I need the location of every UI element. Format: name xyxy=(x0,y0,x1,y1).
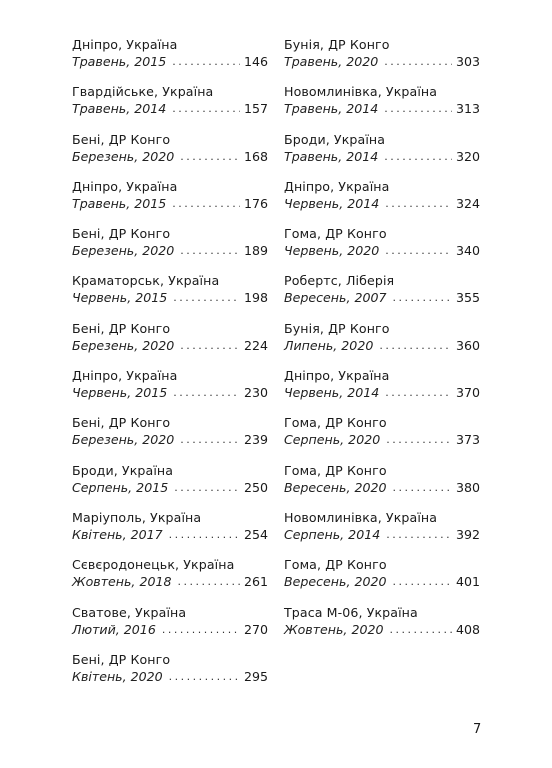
entry-place: Гома, ДР Конго xyxy=(284,226,387,242)
dot-leader xyxy=(384,150,452,165)
dot-leader xyxy=(169,528,240,543)
entry-line xyxy=(284,431,480,448)
toc-entry[interactable] xyxy=(72,320,268,367)
entry-date: Травень, 2020 xyxy=(284,54,379,69)
entry-line xyxy=(284,337,480,354)
toc-entry[interactable] xyxy=(72,651,268,698)
toc-entry[interactable] xyxy=(284,414,480,461)
entry-place: Гвардійське, Україна xyxy=(72,84,214,100)
dot-leader xyxy=(393,481,452,496)
entry-place: Дніпро, Україна xyxy=(284,368,390,384)
entry-page-number: 261 xyxy=(243,574,268,590)
toc-entry[interactable] xyxy=(284,556,480,603)
entry-page-number: 189 xyxy=(243,243,268,259)
entry-line xyxy=(284,621,480,638)
entry-place: Бунія, ДР Конго xyxy=(284,320,390,336)
dot-leader xyxy=(379,339,452,354)
entry-line xyxy=(72,384,268,401)
entry-date: Травень, 2014 xyxy=(284,148,379,164)
entry-date: Червень, 2015 xyxy=(72,385,168,401)
dot-leader xyxy=(180,244,240,259)
toc-entry[interactable] xyxy=(284,36,480,83)
entry-page-number: 392 xyxy=(455,526,480,542)
page-number: 7 xyxy=(473,722,482,737)
entry-date: Серпень, 2020 xyxy=(284,432,381,448)
entry-page-number: 401 xyxy=(455,574,480,590)
toc-right-column xyxy=(284,36,480,651)
entry-date: Червень, 2014 xyxy=(284,385,380,401)
entry-page-number: 239 xyxy=(243,432,268,448)
dot-leader xyxy=(393,291,452,306)
entry-page-number: 146 xyxy=(243,54,268,69)
entry-date: Березень, 2020 xyxy=(72,243,175,259)
dot-leader xyxy=(180,339,240,354)
toc-entry[interactable] xyxy=(284,225,480,272)
entry-page-number: 370 xyxy=(455,385,480,401)
entry-page-number: 373 xyxy=(455,432,480,448)
toc-entry[interactable] xyxy=(72,178,268,225)
entry-place: Гома, ДР Конго xyxy=(284,462,387,478)
entry-line xyxy=(284,148,480,165)
entry-page-number: 168 xyxy=(243,148,268,164)
entry-place: Дніпро, Україна xyxy=(284,178,390,194)
dot-leader xyxy=(172,197,240,212)
entry-date: Березень, 2020 xyxy=(72,148,175,164)
entry-page-number: 360 xyxy=(455,337,480,353)
entry-date: Травень, 2015 xyxy=(72,54,167,69)
entry-date: Жовтень, 2018 xyxy=(72,574,172,590)
toc-left-column xyxy=(72,36,268,698)
entry-line xyxy=(72,53,268,70)
entry-place: Сєвєродонецьк, Україна xyxy=(72,557,235,573)
entry-date: Вересень, 2007 xyxy=(284,290,387,306)
toc-entry[interactable] xyxy=(284,462,480,509)
entry-place: Дніпро, Україна xyxy=(72,37,178,52)
entry-line xyxy=(72,526,268,543)
entry-place: Бені, ДР Конго xyxy=(72,131,171,147)
entry-line xyxy=(72,242,268,259)
entry-date: Травень, 2015 xyxy=(72,195,167,211)
entry-line xyxy=(72,195,268,212)
toc-entry[interactable] xyxy=(72,414,268,461)
entry-line xyxy=(284,479,480,496)
toc-entry[interactable] xyxy=(284,509,480,556)
dot-leader xyxy=(172,55,240,70)
dot-leader xyxy=(180,150,240,165)
entry-date: Липень, 2020 xyxy=(284,337,374,353)
entry-page-number: 408 xyxy=(455,621,480,637)
entry-page-number: 270 xyxy=(243,621,268,637)
toc-entry[interactable] xyxy=(72,367,268,414)
toc-entry[interactable] xyxy=(72,272,268,319)
toc-entry[interactable] xyxy=(72,604,268,651)
entry-date: Жовтень, 2020 xyxy=(284,621,384,637)
entry-line xyxy=(284,242,480,259)
entry-place: Робертс, Ліберія xyxy=(284,273,395,289)
toc-entry[interactable] xyxy=(284,178,480,225)
entry-place: Краматорськ, Україна xyxy=(72,273,220,289)
entry-place: Новомлинівка, Україна xyxy=(284,84,438,100)
dot-leader xyxy=(385,386,452,401)
entry-place: Бені, ДР Конго xyxy=(72,651,171,667)
entry-date: Серпень, 2015 xyxy=(72,479,169,495)
toc-entry[interactable] xyxy=(284,83,480,130)
entry-line xyxy=(284,53,480,70)
entry-line xyxy=(284,289,480,306)
entry-page-number: 198 xyxy=(243,290,268,306)
toc-entry[interactable] xyxy=(72,509,268,556)
entry-date: Квітень, 2020 xyxy=(72,668,163,684)
entry-line xyxy=(72,479,268,496)
toc-entry[interactable] xyxy=(284,367,480,414)
entry-place: Броди, Україна xyxy=(72,462,174,478)
entry-date: Травень, 2014 xyxy=(284,101,379,117)
entry-line xyxy=(284,384,480,401)
entry-page-number: 324 xyxy=(455,195,480,211)
entry-page-number: 355 xyxy=(455,290,480,306)
toc-entry[interactable] xyxy=(72,83,268,130)
dot-leader xyxy=(162,623,240,638)
entry-line xyxy=(72,621,268,638)
entry-page-number: 340 xyxy=(455,243,480,259)
toc-entry[interactable] xyxy=(284,272,480,319)
entry-line xyxy=(72,337,268,354)
toc-entry[interactable] xyxy=(72,556,268,603)
entry-page-number: 313 xyxy=(455,101,480,117)
entry-page-number: 295 xyxy=(243,668,268,684)
entry-line xyxy=(72,573,268,590)
dot-leader xyxy=(393,575,452,590)
entry-place: Новомлинівка, Україна xyxy=(284,509,438,525)
entry-date: Вересень, 2020 xyxy=(284,574,387,590)
entry-date: Червень, 2020 xyxy=(284,243,380,259)
dot-leader xyxy=(173,291,240,306)
entry-place: Дніпро, Україна xyxy=(72,178,178,194)
entry-line xyxy=(284,573,480,590)
dot-leader xyxy=(172,102,240,117)
entry-date: Квітень, 2017 xyxy=(72,526,163,542)
entry-date: Травень, 2014 xyxy=(72,101,167,117)
dot-leader xyxy=(384,55,452,70)
dot-leader xyxy=(386,433,452,448)
dot-leader xyxy=(173,386,240,401)
entry-date: Березень, 2020 xyxy=(72,337,175,353)
entry-place: Броди, Україна xyxy=(284,131,386,147)
entry-place: Траса М-06, Україна xyxy=(284,604,418,620)
dot-leader xyxy=(384,102,452,117)
entry-date: Червень, 2015 xyxy=(72,290,168,306)
toc-entry[interactable] xyxy=(72,36,268,83)
entry-page-number: 230 xyxy=(243,385,268,401)
dot-leader xyxy=(385,197,452,212)
entry-page-number: 224 xyxy=(243,337,268,353)
dot-leader xyxy=(386,528,452,543)
dot-leader xyxy=(180,433,240,448)
entry-page-number: 157 xyxy=(243,101,268,117)
entry-date: Червень, 2014 xyxy=(284,195,380,211)
dot-leader xyxy=(178,575,240,590)
dot-leader xyxy=(174,481,240,496)
entry-place: Бунія, ДР Конго xyxy=(284,37,390,52)
entry-date: Березень, 2020 xyxy=(72,432,175,448)
toc-entry[interactable] xyxy=(284,320,480,367)
toc-entry[interactable] xyxy=(72,131,268,178)
entry-date: Серпень, 2014 xyxy=(284,526,381,542)
entry-line xyxy=(284,100,480,117)
entry-place: Гома, ДР Конго xyxy=(284,415,387,431)
toc-entry[interactable] xyxy=(72,462,268,509)
entry-line xyxy=(284,526,480,543)
entry-line xyxy=(284,195,480,212)
entry-place: Бені, ДР Конго xyxy=(72,415,171,431)
entry-page-number: 254 xyxy=(243,526,268,542)
entry-place: Гома, ДР Конго xyxy=(284,557,387,573)
entry-place: Дніпро, Україна xyxy=(72,368,178,384)
entry-line xyxy=(72,148,268,165)
toc-entry[interactable] xyxy=(284,131,480,178)
entry-page-number: 380 xyxy=(455,479,480,495)
entry-line xyxy=(72,668,268,685)
dot-leader xyxy=(169,670,240,685)
entry-place: Маріуполь, Україна xyxy=(72,509,202,525)
entry-line xyxy=(72,431,268,448)
entry-place: Бені, ДР Конго xyxy=(72,320,171,336)
toc-entry[interactable] xyxy=(284,604,480,651)
entry-date: Лютий, 2016 xyxy=(72,621,156,637)
entry-page-number: 250 xyxy=(243,479,268,495)
entry-place: Сватове, Україна xyxy=(72,604,187,620)
entry-page-number: 176 xyxy=(243,195,268,211)
dot-leader xyxy=(385,244,452,259)
dot-leader xyxy=(390,623,452,638)
entry-page-number: 320 xyxy=(455,148,480,164)
entry-place: Бені, ДР Конго xyxy=(72,226,171,242)
entry-date: Вересень, 2020 xyxy=(284,479,387,495)
entry-line xyxy=(72,100,268,117)
entry-page-number: 303 xyxy=(455,54,480,69)
toc-entry[interactable] xyxy=(72,225,268,272)
entry-line xyxy=(72,289,268,306)
